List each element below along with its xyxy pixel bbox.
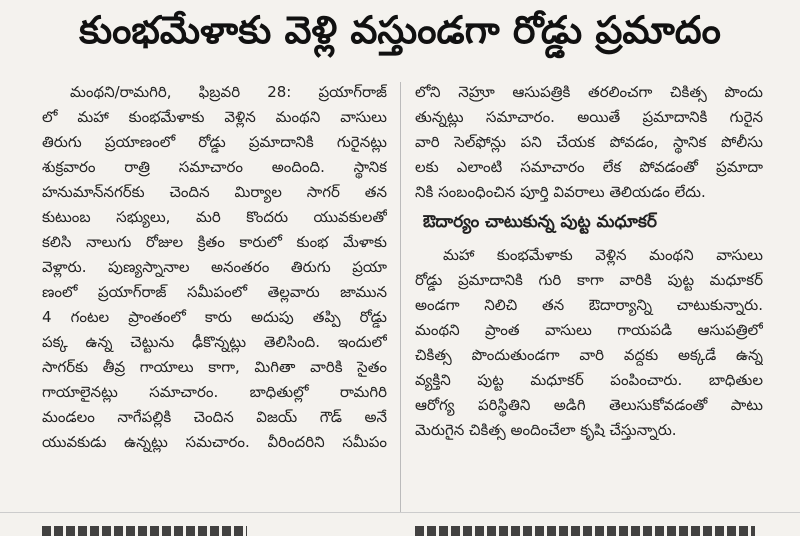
- text-line: కలిసి నాలుగు రోజుల క్రితం కారులో కుంభ మేళాకు: [42, 233, 387, 251]
- cropped-next-headline-right: [415, 522, 755, 536]
- text-line: శుక్రవారం రాత్రి సమాచారం అందింది. స్థానిక: [42, 158, 387, 176]
- text-line: వ్యక్తిని పుట్ట మధూకర్ పంపించారు. బాధితుల: [415, 371, 763, 389]
- text-line: చికిత్స పొందుతుండగా వారి వద్దకు అక్కడే ఉన్న: [415, 346, 763, 364]
- text-line: వారి సెల్‌ఫోన్లు పని చేయక పోవడం, స్థానిక పోలీసు: [415, 133, 763, 151]
- article-right-column: [415, 80, 763, 443]
- text-line: మహా కుంభమేళాకు వెళ్లిన మంథని వాసులు: [443, 246, 763, 264]
- text-line: రోడ్డు ప్రమాదానికి గురి కాగా వారికి పుట్ట మధూకర్: [415, 271, 763, 289]
- text-line: మండలం నాగేపల్లికి చెందిన విజయ్ గౌడ్ అనే: [42, 408, 387, 426]
- text-line: గాయాలైనట్లు సమాచారం. బాధితుల్లో రామగిరి: [42, 383, 387, 401]
- text-line: హనుమాన్‌నగర్‌కు చెందిన మిర్యాల సాగర్ తన: [42, 183, 387, 201]
- text-line: కుటుంబ సభ్యులు, మరి కొందరు యువకులతో: [42, 208, 387, 226]
- text-line: తిరుగు ప్రయాణంలో రోడ్డు ప్రమాదానికి గురైనట్లు: [42, 133, 387, 151]
- text-line: వెళ్లారు. పుణ్యస్నానాల అనంతరం తిరుగు ప్రయా: [42, 258, 387, 276]
- text-line: తున్నట్లు సమాచారం. అయితే ప్రమాదానికి గురైన: [415, 108, 763, 126]
- text-line: 4 గంటల ప్రాంతంలో కారు అదుపు తప్పి రోడ్డు: [42, 308, 387, 326]
- subheading: ఔదార్యం చాటుకున్న పుట్ట మధూకర్: [423, 212, 657, 232]
- text-line: అండగా నిలిచి తన ఔదార్యాన్ని చాటుకున్నారు.: [415, 296, 763, 314]
- text-line: లో మహా కుంభమేళాకు వెళ్లిన మంథని వాసులు: [42, 108, 387, 126]
- text-line: పక్క ఉన్న చెట్టును ఢీకొన్నట్లు తెలిసింది. ఇందులో: [42, 333, 387, 351]
- text-line: ణంలో ప్రయాగ్‌రాజ్ సమీపంలో తెల్లవారు జామున: [42, 283, 387, 301]
- bottom-rule: [0, 512, 800, 513]
- text-line: సాగర్‌కు తీవ్ర గాయాలు కాగా, మిగితా వారికి సైతం: [42, 358, 387, 376]
- article-left-column: [42, 80, 387, 455]
- text-line: నికి సంబంధించిన పూర్తి వివరాలు తెలియడం లేదు.: [415, 183, 706, 201]
- headline: కుంభమేళాకు వెళ్లి వస్తుండగా రోడ్డు ప్రమాదం: [79, 8, 721, 52]
- text-line: లోని నెహ్రూ ఆసుపత్రికి తరలించగా చికిత్స పొందు: [415, 83, 763, 101]
- text-line: లకు ఎలాంటి సమాచారం లేక పోవడంతో ప్రమాదా: [415, 158, 763, 176]
- text-line: మంథని ప్రాంత వాసులు గాయపడి ఆసుపత్రిలో: [415, 321, 763, 339]
- cropped-next-headline-left: [42, 522, 247, 536]
- text-line: మెరుగైన చికిత్స అందించేలా కృషి చేస్తున్నారు.: [415, 421, 677, 439]
- text-line: మంథని/రామగిరి, ఫిబ్రవరి 28: ప్రయాగ్‌రాజ్: [70, 83, 387, 101]
- column-divider: [400, 82, 401, 512]
- text-line: ఆరోగ్య పరిస్థితిని అడిగి తెలుసుకోవడంతో పాటు: [415, 396, 763, 414]
- text-line: యువకుడు ఉన్నట్లు సమచారం. వీరిందరిని సమీపం: [42, 433, 387, 451]
